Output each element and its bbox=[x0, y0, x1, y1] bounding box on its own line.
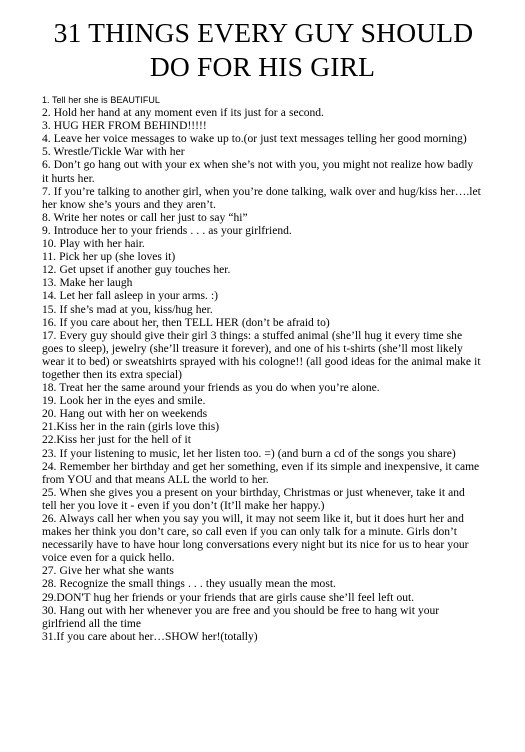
list-item-18: 18. Treat her the same around your friends as you do when you’re alone. bbox=[42, 382, 380, 395]
list-item-21: 21.Kiss her in the rain (girls love this) bbox=[42, 421, 220, 434]
list-item-31: 31.If you care about her…SHOW her!(totally) bbox=[42, 630, 258, 643]
title-line-1: 31 THINGS EVERY GUY SHOULD bbox=[53, 17, 474, 48]
list-item-30: 30. Hang out with her whenever you are free and you should be free to hang wit your girlfriend all the time bbox=[42, 604, 440, 630]
list-item-2: 2. Hold her hand at any moment even if its just for a second. bbox=[42, 107, 324, 120]
list-item-10: 10. Play with her hair. bbox=[42, 238, 145, 251]
list-item-19: 19. Look her in the eyes and smile. bbox=[42, 395, 206, 408]
list-item-11: 11. Pick her up (she loves it) bbox=[42, 251, 176, 264]
list-item-24: 24. Remember her birthday and get her something, even if its simple and inexpensive, it came from YOU and that means ALL the world to her. bbox=[42, 460, 480, 486]
list-item-14: 14. Let her fall asleep in your arms. :) bbox=[42, 290, 219, 303]
list-item-16: 16. If you care about her, then TELL HER (don’t be afraid to) bbox=[42, 316, 330, 329]
list-item-6: 6. Don’t go hang out with your ex when she’s not with you, you might not realize how badly it hurts her. bbox=[42, 159, 474, 185]
list-item-3: 3. HUG HER FROM BEHIND!!!!! bbox=[42, 120, 207, 133]
page-title bbox=[0, 0, 525, 84]
list-item-9: 9. Introduce her to your friends . . . as your girlfriend. bbox=[42, 224, 292, 237]
list-item-17: 17. Every guy should give their girl 3 things: a stuffed animal (she’ll hug it every time she goes to sleep), jewelry (she’ll treasure it forever), and one of his t-shirts (she’ll most likely wear it to bed) or sweatshirts sprayed with his cologne!! (all good ideas for the animal make it together then its extra special) bbox=[42, 329, 481, 381]
list-item-4: 4. Leave her voice messages to wake up to.(or just text messages telling her good morning) bbox=[42, 133, 467, 146]
list-item-8: 8. Write her notes or call her just to say “hi” bbox=[42, 211, 248, 224]
things-list bbox=[42, 94, 482, 644]
list-item-13: 13. Make her laugh bbox=[42, 277, 133, 290]
list-item-22: 22.Kiss her just for the hell of it bbox=[42, 434, 191, 447]
list-item-12: 12. Get upset if another guy touches her. bbox=[42, 264, 231, 277]
list-item-28: 28. Recognize the small things . . . they usually mean the most. bbox=[42, 578, 336, 591]
list-item-15: 15. If she’s mad at you, kiss/hug her. bbox=[42, 303, 213, 316]
list-item-5: 5. Wrestle/Tickle War with her bbox=[42, 146, 185, 159]
list-item-1: 1. Tell her she is BEAUTIFUL bbox=[42, 95, 160, 105]
list-item-20: 20. Hang out with her on weekends bbox=[42, 408, 208, 421]
title-line-2: DO FOR HIS GIRL bbox=[149, 51, 376, 82]
list-item-23: 23. If your listening to music, let her listen too. =) (and burn a cd of the songs you share) bbox=[42, 447, 456, 460]
list-item-7: 7. If you’re talking to another girl, when you’re done talking, walk over and hug/kiss her….let her know she’s yours and they aren’t. bbox=[42, 185, 481, 211]
list-item-27: 27. Give her what she wants bbox=[42, 565, 174, 578]
list-item-26: 26. Always call her when you say you will, it may not seem like it, but it does hurt her and makes her think you don’t care, so call even if you can only talk for a minute. Girls don’t necessarily have to have hour long conversations every night but its nice for us to hear your voice even for a quick hello. bbox=[42, 513, 469, 565]
list-item-29: 29.DON'T hug her friends or your friends that are girls cause she’ll feel left out. bbox=[42, 591, 415, 604]
list-item-25: 25. When she gives you a present on your birthday, Christmas or just whenever, take it and tell her you love it - even if you don’t (It’ll make her happy.) bbox=[42, 486, 465, 512]
